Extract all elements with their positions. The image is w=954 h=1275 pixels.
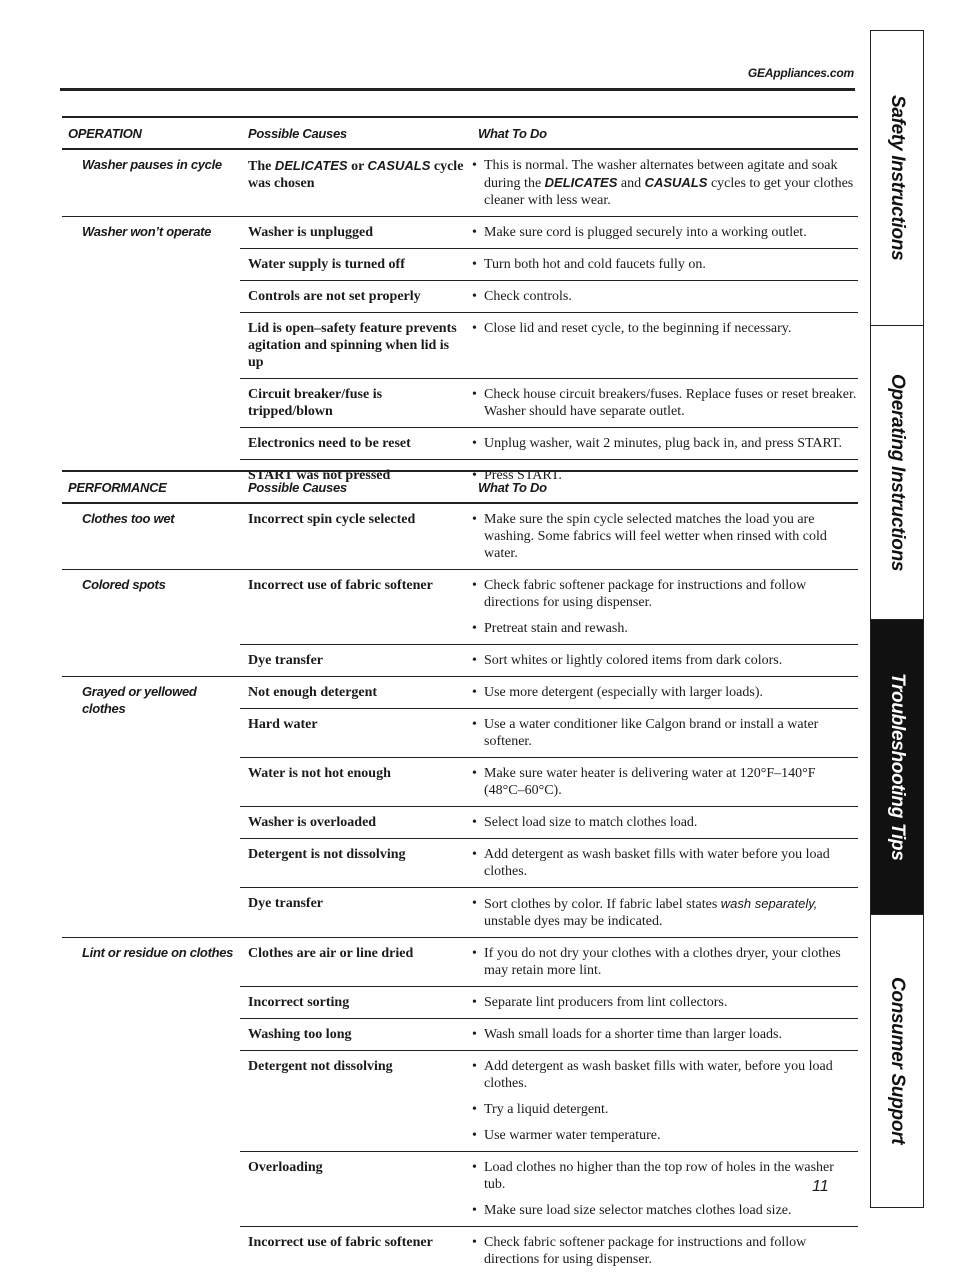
problem-lint-residue (62, 938, 858, 1275)
problem-label: Washer won’t operate (82, 224, 212, 239)
bullet-icon: • (472, 621, 477, 636)
fix-list (472, 709, 858, 757)
bullet-icon: • (472, 717, 477, 732)
fix-list (472, 217, 858, 248)
cause-row (240, 938, 858, 987)
performance-section (62, 470, 858, 1275)
fix-item (472, 1058, 858, 1092)
fix-list (472, 807, 858, 838)
problem-grayed-clothes (62, 677, 858, 938)
fix-text: Separate lint producers from lint collectors. (484, 995, 728, 1010)
fix-list (472, 1227, 858, 1275)
bullet-icon: • (472, 847, 477, 862)
fix-item (472, 620, 858, 637)
fix-list (472, 839, 858, 887)
fix-list (472, 150, 858, 216)
fix-text: Turn both hot and cold faucets fully on. (484, 257, 706, 272)
bullet-icon: • (472, 1059, 477, 1074)
fix-text-part: This is normal. The washer alternates between agitate and soak during the (484, 158, 838, 191)
tab-label: Troubleshooting Tips (887, 673, 908, 861)
bullet-icon: • (472, 685, 477, 700)
cause-row (240, 888, 858, 937)
fix-list (472, 987, 858, 1018)
cause-text: cycle was chosen (248, 159, 464, 191)
fix-item (472, 320, 858, 337)
fix-list (472, 504, 858, 569)
tab-operating-instructions[interactable] (870, 325, 924, 620)
fix-text: Use warmer water temperature. (484, 1128, 661, 1143)
fix-item (472, 256, 858, 273)
cause-label: Washer is overloaded (248, 815, 377, 830)
cycle-name: DELICATES (274, 158, 348, 173)
fix-list (472, 677, 858, 708)
bullet-icon: • (472, 436, 477, 451)
fix-text-part: cycles to get your clothes cleaner with less wear. (484, 176, 854, 208)
fix-text-part: and (620, 176, 642, 191)
cause-list (240, 938, 858, 1275)
fix-item (472, 765, 858, 799)
cause-list (240, 677, 858, 937)
top-rule (60, 88, 855, 91)
cause-row (240, 217, 858, 249)
bullet-icon: • (472, 1102, 477, 1117)
fix-list (472, 313, 858, 378)
fix-text: Load clothes no higher than the top row of holes in the washer tub. (484, 1160, 834, 1192)
bullet-icon: • (472, 321, 477, 336)
cause-row (240, 807, 858, 839)
fix-item (472, 716, 858, 750)
tab-label: Safety Instructions (887, 95, 908, 261)
fix-text: Use more detergent (especially with larger loads). (484, 685, 763, 700)
cause-label: Hard water (248, 717, 318, 732)
cause-row (240, 1051, 858, 1152)
fix-text: Check controls. (484, 289, 572, 304)
bullet-icon: • (472, 387, 477, 402)
fix-item (472, 386, 858, 420)
cause-list (240, 150, 858, 216)
cause-label: Detergent is not dissolving (248, 847, 406, 862)
fix-text: Use a water conditioner like Calgon brand or install a water softener. (484, 717, 819, 749)
cause-label: Lid is open–safety feature prevents agitation and spinning when lid is up (248, 321, 457, 370)
cause-group (240, 677, 858, 888)
fix-text: Press START. (484, 468, 562, 483)
cause-row (240, 987, 858, 1019)
cause-row (240, 570, 858, 645)
fix-list (472, 888, 858, 937)
tab-label: Consumer Support (887, 977, 908, 1145)
fix-item (472, 895, 858, 930)
cause-row (240, 379, 858, 428)
fix-text-part: Sort clothes by color. If fabric label states (484, 897, 718, 912)
bullet-icon: • (472, 225, 477, 240)
cause-row (240, 677, 858, 709)
bullet-icon: • (472, 653, 477, 668)
fix-list (472, 1152, 858, 1226)
bullet-icon: • (472, 995, 477, 1010)
cause-label: Washing too long (248, 1027, 352, 1042)
cause-label: Dye transfer (248, 896, 324, 911)
operation-section (62, 116, 858, 491)
bullet-icon: • (472, 468, 477, 483)
column-header-todo: What To Do (478, 125, 547, 141)
section-heading: OPERATION (68, 125, 142, 141)
cause-label: Circuit breaker/fuse is tripped/blown (248, 387, 383, 419)
fix-list (472, 645, 858, 676)
fix-item (472, 1202, 858, 1219)
cause-label: Incorrect spin cycle selected (248, 512, 416, 527)
fix-text (484, 895, 858, 930)
cause-label: Controls are not set properly (248, 289, 421, 304)
fix-text: Make sure the spin cycle selected matches the load you are washing. Some fabrics will feel wetter when rinsed with cold water. (484, 512, 827, 561)
tab-consumer-support[interactable] (870, 914, 924, 1208)
fix-item (472, 945, 858, 979)
cause-label: Dye transfer (248, 653, 324, 668)
fix-item (472, 814, 858, 831)
fix-list (472, 938, 858, 986)
fix-item (472, 1101, 858, 1118)
column-header-causes: Possible Causes (248, 479, 347, 495)
cause-list (240, 217, 858, 491)
problem-label: Lint or residue on clothes (82, 945, 234, 960)
cause-row (240, 150, 858, 216)
section-heading: PERFORMANCE (68, 479, 167, 495)
cycle-name: CASUALS (644, 175, 708, 190)
bullet-icon: • (472, 1235, 477, 1250)
fix-text: Try a liquid detergent. (484, 1102, 609, 1117)
cause-row (240, 758, 858, 807)
bullet-icon: • (472, 896, 477, 911)
column-header-causes: Possible Causes (248, 125, 347, 141)
bullet-icon: • (472, 766, 477, 781)
problem-colored-spots (62, 570, 858, 677)
cause-row (240, 1227, 858, 1275)
fix-text: Make sure load size selector matches clothes load size. (484, 1203, 792, 1218)
cause-label: Overloading (248, 1160, 323, 1175)
bullet-icon: • (472, 158, 477, 173)
cause-label: START was not pressed (248, 468, 391, 483)
fix-text: Make sure cord is plugged securely into a working outlet. (484, 225, 807, 240)
side-tabs (870, 30, 926, 1208)
bullet-icon: • (472, 578, 477, 593)
bullet-icon: • (472, 289, 477, 304)
operation-header-row (62, 116, 858, 150)
fix-text: Make sure water heater is delivering water at 120°F–140°F (48°C–60°C). (484, 766, 816, 798)
fix-text: Check fabric softener package for instructions and follow directions for using dispenser. (484, 578, 807, 610)
fix-item (472, 994, 858, 1011)
fix-text: Check fabric softener package for instructions and follow directions for using dispenser. (484, 1235, 807, 1267)
problem-label: Colored spots (82, 577, 166, 592)
fix-text: Select load size to match clothes load. (484, 815, 698, 830)
fix-item (472, 1234, 858, 1268)
bullet-icon: • (472, 512, 477, 527)
fix-list (472, 249, 858, 280)
cause-label: Water is not hot enough (248, 766, 391, 781)
site-url: GEAppliances.com (747, 66, 854, 80)
fix-text-part: unstable dyes may be indicated. (484, 914, 663, 929)
fix-emphasis: wash separately, (720, 896, 818, 911)
fix-text (484, 157, 858, 209)
fix-item (472, 224, 858, 241)
fix-text: Wash small loads for a shorter time than larger loads. (484, 1027, 782, 1042)
fix-list (472, 570, 858, 644)
problem-clothes-too-wet (62, 504, 858, 570)
bullet-icon: • (472, 1128, 477, 1143)
tab-troubleshooting-tips[interactable] (870, 619, 924, 915)
cause-label: Clothes are air or line dried (248, 946, 414, 961)
cause-row (240, 709, 858, 758)
cause-label: Not enough detergent (248, 685, 378, 700)
cycle-name: DELICATES (544, 175, 618, 190)
bullet-icon: • (472, 946, 477, 961)
fix-list (472, 428, 858, 459)
problem-washer-wont-operate (62, 217, 858, 491)
problem-label: Grayed or yellowed clothes (82, 684, 197, 716)
fix-text: Check house circuit breakers/fuses. Replace fuses or reset breaker. Washer should have separate outlet. (484, 387, 857, 419)
fix-item (472, 684, 858, 701)
column-header-todo: What To Do (478, 479, 547, 495)
fix-item (472, 846, 858, 880)
problem-label: Washer pauses in cycle (82, 157, 222, 172)
cause-label: Incorrect sorting (248, 995, 350, 1010)
cause-label (240, 150, 472, 216)
fix-item (472, 652, 858, 669)
fix-text: Sort whites or lightly colored items from dark colors. (484, 653, 783, 668)
fix-item (472, 1159, 858, 1193)
performance-header-row (62, 470, 858, 504)
bullet-icon: • (472, 1027, 477, 1042)
problem-washer-pauses (62, 150, 858, 217)
fix-list (472, 379, 858, 427)
cause-label: Incorrect use of fabric softener (248, 578, 433, 593)
cause-label: Incorrect use of fabric softener (248, 1235, 433, 1250)
fix-item (472, 435, 858, 452)
tab-safety-instructions[interactable] (870, 30, 924, 326)
cause-row (240, 249, 858, 281)
cause-row (240, 504, 858, 569)
cause-row (240, 281, 858, 313)
cause-row (240, 428, 858, 460)
fix-list (472, 1019, 858, 1050)
cause-label: Water supply is turned off (248, 257, 405, 272)
bullet-icon: • (472, 1160, 477, 1175)
fix-list (472, 758, 858, 806)
cause-row (240, 313, 858, 379)
fix-item (472, 288, 858, 305)
fix-item (472, 1127, 858, 1144)
fix-text: Add detergent as wash basket fills with water, before you load clothes. (484, 1059, 833, 1091)
page-number: 11 (812, 1178, 829, 1195)
bullet-icon: • (472, 815, 477, 830)
fix-item (472, 1026, 858, 1043)
problem-label: Clothes too wet (82, 511, 175, 526)
cause-list (240, 504, 858, 569)
fix-item (472, 157, 858, 209)
cycle-name: CASUALS (367, 158, 431, 173)
cause-row (240, 1152, 858, 1227)
cause-label: Washer is unplugged (248, 225, 374, 240)
bullet-icon: • (472, 257, 477, 272)
bullet-icon: • (472, 1203, 477, 1218)
fix-item (472, 511, 858, 562)
tab-label: Operating Instructions (887, 373, 908, 572)
fix-list (472, 1051, 858, 1151)
fix-text: Add detergent as wash basket fills with water before you load clothes. (484, 847, 830, 879)
fix-text: If you do not dry your clothes with a clothes dryer, your clothes may retain more lint. (484, 946, 841, 978)
cause-label: Detergent not dissolving (248, 1059, 393, 1074)
cause-row (240, 1019, 858, 1051)
cause-list (240, 570, 858, 676)
cause-row (240, 645, 858, 676)
fix-text: Unplug washer, wait 2 minutes, plug back in, and press START. (484, 436, 843, 451)
cause-row (240, 839, 858, 887)
fix-text: Close lid and reset cycle, to the beginning if necessary. (484, 321, 792, 336)
fix-item (472, 577, 858, 611)
cause-text: or (351, 159, 365, 174)
cause-text: The (248, 159, 272, 174)
fix-text: Pretreat stain and rewash. (484, 621, 628, 636)
fix-list (472, 281, 858, 312)
cause-label: Electronics need to be reset (248, 436, 411, 451)
